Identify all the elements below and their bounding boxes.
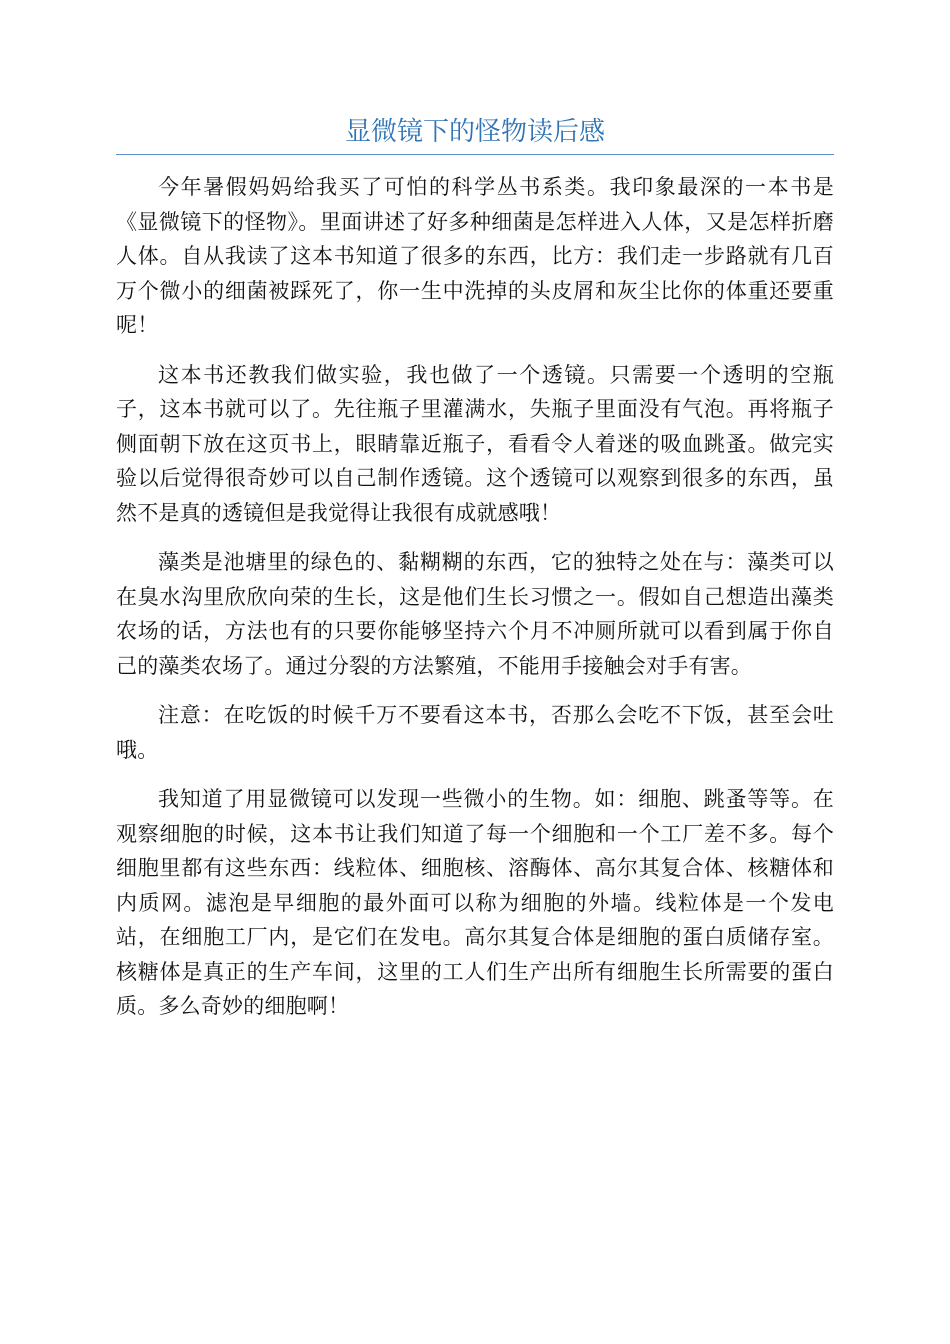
paragraph-3: 藻类是池塘里的绿色的、黏糊糊的东西，它的独特之处在与：藻类可以在臭水沟里欣欣向荣的生长，这是他们生长习惯之一。假如自己想造出藻类农场的话，方法也有的只要你能够坚持六个月不冲厕所就可以看到属于你自己的藻类农场了。通过分裂的方法繁殖，不能用手接触会对手有害。 [116,550,834,678]
paragraph-1: 今年暑假妈妈给我买了可怕的科学丛书系类。我印象最深的一本书是《显微镜下的怪物》。里面讲述了好多种细菌是怎样进入人体，又是怎样折磨人体。自从我读了这本书知道了很多的东西，比方：我们走一步路就有几百万个微小的细菌被踩死了，你一生中洗掉的头皮屑和灰尘比你的体重还要重呢！ [116,175,834,337]
paragraph-5: 我知道了用显微镜可以发现一些微小的生物。如：细胞、跳蚤等等。在观察细胞的时候，这本书让我们知道了每一个细胞和一个工厂差不多。每个细胞里都有这些东西：线粒体、细胞核、溶酶体、高尔其复合体、核糖体和内质网。滤泡是早细胞的最外面可以称为细胞的外墙。线粒体是一个发电站，在细胞工厂内，是它们在发电。高尔其复合体是细胞的蛋白质储存室。核糖体是真正的生产车间，这里的工人们生产出所有细胞生长所需要的蛋白质。多么奇妙的细胞啊！ [116,787,834,1018]
document-body [116,170,834,1039]
title-underline [116,154,834,155]
paragraph-2: 这本书还教我们做实验，我也做了一个透镜。只需要一个透明的空瓶子，这本书就可以了。先往瓶子里灌满水，失瓶子里面没有气泡。再将瓶子侧面朝下放在这页书上，眼睛靠近瓶子，看看令人着迷的吸血跳蚤。做完实验以后觉得很奇妙可以自己制作透镜。这个透镜可以观察到很多的东西，虽然不是真的透镜但是我觉得让我很有成就感哦！ [116,362,834,525]
paragraph-4: 注意：在吃饭的时候千万不要看这本书，否那么会吃不下饭，甚至会吐哦。 [116,703,834,762]
page-title: 显微镜下的怪物读后感 [344,117,605,147]
